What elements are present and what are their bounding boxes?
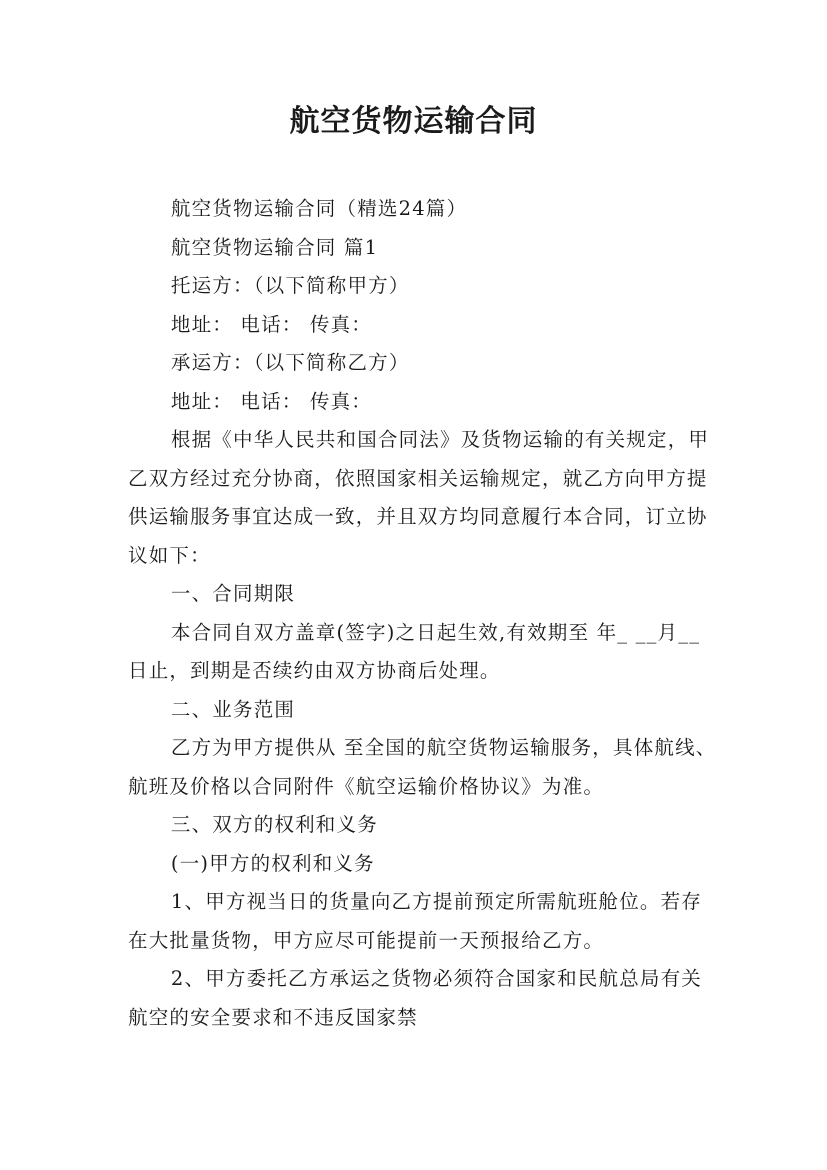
subheading-party-a: (一)甲方的权利和义务 (170, 851, 375, 875)
paragraph-clause-2: 2、甲方委托乙方承运之货物必须符合国家和民航总局有关航空的安全要求和不违反国家禁 (128, 967, 702, 1029)
paragraph-clause-1: 1、甲方视当日的货量向乙方提前预定所需航班舱位。若存在大批量货物，甲方应尽可能提前一天预报给乙方。 (128, 890, 702, 952)
paragraph-section-heading: 航空货物运输合同 篇1 (170, 235, 379, 259)
paragraph-carrier: 承运方：（以下简称乙方） (170, 351, 410, 374)
heading-contract-term: 一、合同期限 (170, 582, 296, 605)
document-title: 航空货物运输合同 (289, 104, 538, 139)
paragraph-shipper-contact: 地址： 电话： 传真： (170, 312, 372, 336)
heading-rights-obligations: 三、双方的权利和义务 (170, 813, 378, 836)
paragraph-contract-term: 本合同自双方盖章(签字)之日起生效,有效期至 年_ __月__ 日止，到期是否续约由双方协商后处理。 (128, 620, 701, 682)
paragraph-carrier-contact: 地址： 电话： 传真： (170, 389, 372, 413)
paragraph-preamble: 根据《中华人民共和国合同法》及货物运输的有关规定，甲乙双方经过充分协商，依照国家相关运输规定，就乙方向甲方提供运输服务事宜达成一致，并且双方均同意履行本合同，订立协议如下： (128, 428, 710, 567)
heading-business-scope: 二、业务范围 (170, 697, 296, 721)
paragraph-business-scope: 乙方为甲方提供从 至全国的航空货物运输服务，具体航线、航班及价格以合同附件《航空运输价格协议》为准。 (128, 736, 717, 798)
document-body (128, 190, 718, 1037)
paragraph-intro: 航空货物运输合同（精选24篇） (170, 197, 468, 220)
paragraph-shipper: 托运方：（以下简称甲方） (170, 274, 410, 297)
